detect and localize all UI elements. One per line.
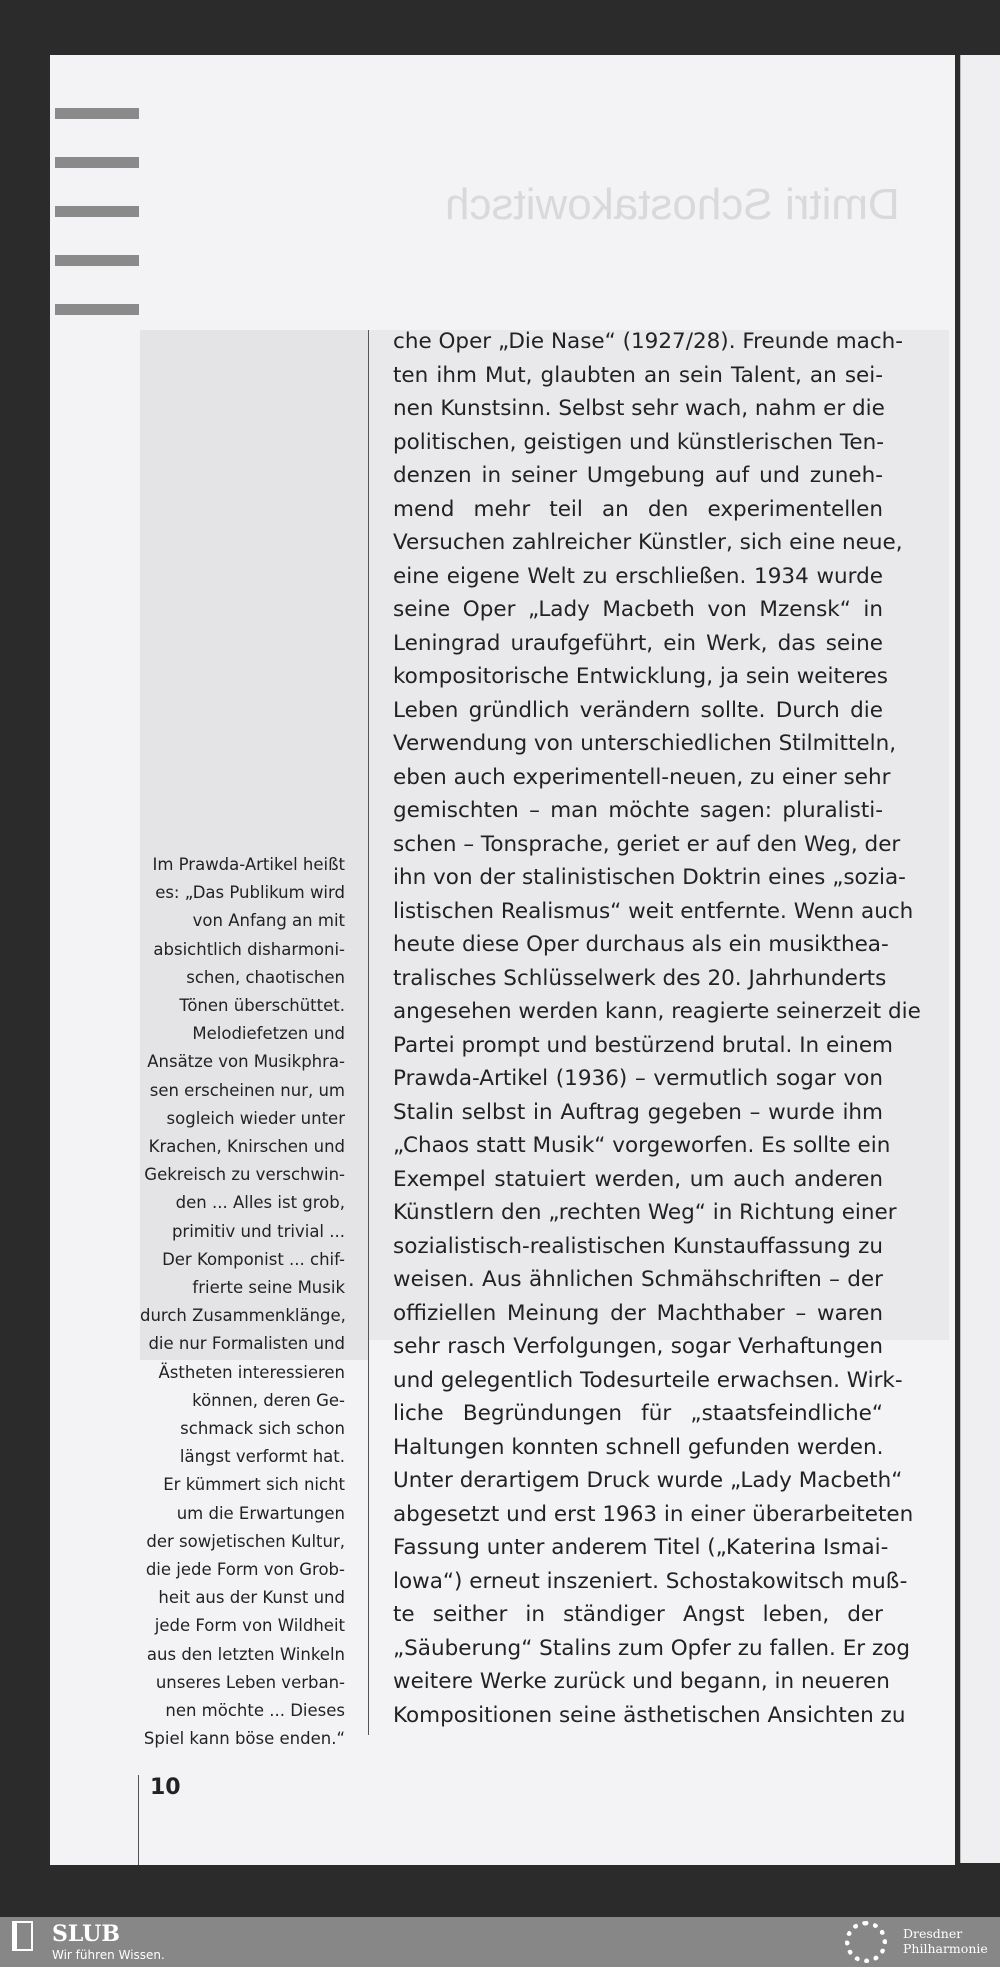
text-line: Exempel statuiert werden, um auch anderen bbox=[393, 1166, 883, 1192]
text-line: Fassung unter anderem Titel („Katerina Ismai- bbox=[393, 1535, 889, 1560]
text-line: die nur Formalisten und bbox=[148, 1334, 345, 1354]
text-line: seine Oper „Lady Macbeth von Mzensk“ in bbox=[393, 597, 883, 622]
text-line: können, deren Ge- bbox=[192, 1390, 345, 1410]
text-line: den ... Alles ist grob, bbox=[175, 1193, 345, 1213]
text-line: von Anfang an mit bbox=[192, 911, 345, 931]
text-line: liche Begründungen für „staatsfeindliche“ bbox=[393, 1401, 883, 1426]
text-line: „Säuberung“ Stalins zum Opfer zu fallen. Er zog bbox=[393, 1635, 911, 1661]
show-through-title: Dmitri Schostakowitsch bbox=[445, 180, 900, 229]
text-line: schen, chaotischen bbox=[186, 967, 345, 987]
text-line: Der Komponist ... chif- bbox=[162, 1249, 345, 1269]
text-line: listischen Realismus“ weit entfernte. Wenn auch bbox=[393, 898, 914, 924]
philharmonie-line1: Dresdner bbox=[903, 1926, 963, 1941]
margin-tab-mark bbox=[55, 304, 139, 315]
margin-tab-mark bbox=[55, 255, 139, 266]
text-line: Künstlern den „rechten Weg“ in Richtung einer bbox=[393, 1200, 897, 1225]
text-line: Melodiefetzen und bbox=[192, 1024, 345, 1044]
text-line: Unter derartigem Druck wurde „Lady Macbeth“ bbox=[393, 1468, 903, 1493]
text-line: angesehen werden kann, reagierte seinerzeit die bbox=[393, 999, 921, 1024]
text-line: Krachen, Knirschen und bbox=[148, 1137, 345, 1157]
text-line: Tönen überschüttet. bbox=[179, 996, 345, 1016]
page-number-rule bbox=[138, 1775, 139, 1865]
text-line: die jede Form von Grob- bbox=[145, 1560, 345, 1580]
text-line: frierte seine Musik bbox=[192, 1278, 345, 1298]
text-line: um die Erwartungen bbox=[176, 1503, 345, 1523]
text-line: Partei prompt und bestürzend brutal. In einem bbox=[393, 1032, 893, 1058]
margin-tab-mark bbox=[55, 206, 139, 217]
text-line: Spiel kann böse enden.“ bbox=[143, 1729, 345, 1749]
text-line: jede Form von Wildheit bbox=[154, 1616, 345, 1636]
text-line: „Chaos statt Musik“ vorgeworfen. Es sollte ein bbox=[393, 1133, 891, 1158]
book-icon bbox=[12, 1921, 33, 1951]
footer-bar bbox=[0, 1917, 1000, 1967]
text-line: te seither in ständiger Angst leben, der bbox=[393, 1602, 883, 1627]
slub-logo[interactable]: SLUB bbox=[52, 1921, 120, 1947]
text-line: längst verformt hat. bbox=[179, 1447, 345, 1467]
main-text-column bbox=[393, 325, 921, 1732]
philharmonie-line2: Philharmonie bbox=[903, 1941, 988, 1956]
text-line: Versuchen zahlreicher Künstler, sich eine neue, bbox=[393, 530, 903, 555]
margin-tab-mark bbox=[55, 108, 139, 119]
philharmonie-sun-icon bbox=[845, 1921, 887, 1963]
text-line: denzen in seiner Umgebung auf und zuneh- bbox=[393, 463, 883, 488]
slub-slogan: Wir führen Wissen. bbox=[52, 1948, 165, 1962]
text-line: politischen, geistigen und künstlerischen Ten- bbox=[393, 429, 884, 455]
text-line: nen möchte ... Dieses bbox=[165, 1701, 345, 1721]
text-line: Gekreisch zu verschwin- bbox=[144, 1165, 345, 1185]
text-line: sen erscheinen nur, um bbox=[149, 1080, 345, 1100]
text-line: Im Prawda-Artikel heißt bbox=[152, 855, 345, 874]
text-line: Verwendung von unterschiedlichen Stilmitteln, bbox=[393, 731, 897, 756]
text-line: durch Zusammenklänge, bbox=[140, 1306, 346, 1326]
text-line: primitiv und trivial ... bbox=[171, 1221, 345, 1241]
next-page-edge bbox=[960, 55, 1000, 1863]
text-line: tralisches Schlüsselwerk des 20. Jahrhunderts bbox=[393, 965, 887, 991]
text-line: offiziellen Meinung der Machthaber – waren bbox=[393, 1300, 883, 1326]
text-line: Ansätze von Musikphra- bbox=[147, 1052, 345, 1072]
text-line: heit aus der Kunst und bbox=[158, 1588, 345, 1608]
text-line: Haltungen konnten schnell gefunden werden. bbox=[393, 1434, 884, 1460]
text-line: nen Kunstsinn. Selbst sehr wach, nahm er die bbox=[393, 396, 885, 421]
text-line: Leningrad uraufgeführt, ein Werk, das seine bbox=[393, 630, 883, 656]
text-line: weitere Werke zurück und begann, in neueren bbox=[393, 1669, 890, 1694]
text-line: Leben gründlich verändern sollte. Durch die bbox=[393, 697, 883, 723]
text-line: heute diese Oper durchaus als ein musikthea- bbox=[393, 932, 889, 957]
page-number: 10 bbox=[150, 1775, 181, 1800]
text-line: Prawda-Artikel (1936) – vermutlich sogar von bbox=[393, 1066, 883, 1091]
text-line: der sowjetischen Kultur, bbox=[146, 1531, 345, 1551]
text-line: aus den letzten Winkeln bbox=[146, 1644, 345, 1664]
text-line: sozialistisch-realistischen Kunstauffassung zu bbox=[393, 1233, 883, 1259]
text-line: eben auch experimentell-neuen, zu einer sehr bbox=[393, 764, 891, 790]
text-line: Stalin selbst in Auftrag gegeben – wurde ihm bbox=[393, 1099, 883, 1125]
text-line: absichtlich disharmoni- bbox=[153, 939, 345, 959]
column-divider bbox=[368, 330, 369, 1735]
sidebar-quote bbox=[140, 851, 345, 1754]
text-line: ihn von der stalinistischen Doktrin eines „sozia- bbox=[393, 865, 906, 890]
text-line: ten ihm Mut, glaubten an sein Talent, an sei- bbox=[393, 362, 883, 388]
text-line: che Oper „Die Nase“ (1927/28). Freunde mach- bbox=[393, 329, 904, 354]
text-line: eine eigene Welt zu erschließen. 1934 wurde bbox=[393, 563, 883, 589]
text-line: Er kümmert sich nicht bbox=[163, 1475, 345, 1495]
text-line: schmack sich schon bbox=[180, 1419, 345, 1439]
text-line: kompositorische Entwicklung, ja sein weiteres bbox=[393, 664, 888, 689]
text-line: es: „Das Publikum wird bbox=[155, 883, 345, 903]
text-line: und gelegentlich Todesurteile erwachsen. Wirk- bbox=[393, 1367, 903, 1393]
text-line: gemischten – man möchte sagen: pluralisti- bbox=[393, 798, 883, 823]
margin-tab-mark bbox=[55, 157, 139, 168]
text-line: abgesetzt und erst 1963 in einer überarbeiteten bbox=[393, 1501, 914, 1527]
text-line: sehr rasch Verfolgungen, sogar Verhaftungen bbox=[393, 1334, 883, 1359]
text-line: unseres Leben verban- bbox=[155, 1672, 345, 1692]
text-line: sogleich wieder unter bbox=[166, 1108, 345, 1128]
text-line: lowa“) erneut inszeniert. Schostakowitsch muß- bbox=[393, 1568, 908, 1594]
text-line: Ästheten interessieren bbox=[158, 1362, 345, 1382]
philharmonie-logo[interactable] bbox=[903, 1926, 988, 1956]
text-line: mend mehr teil an den experimentellen bbox=[393, 496, 883, 522]
text-line: schen – Tonsprache, geriet er auf den Weg, der bbox=[393, 831, 901, 857]
text-line: weisen. Aus ähnlichen Schmähschriften – der bbox=[393, 1267, 883, 1292]
text-line: Kompositionen seine ästhetischen Ansichten zu bbox=[393, 1702, 906, 1728]
